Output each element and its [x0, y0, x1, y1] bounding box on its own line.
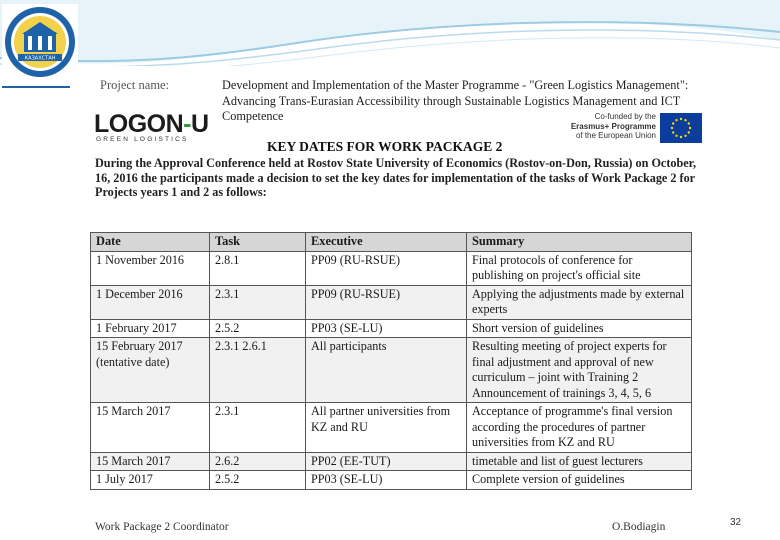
coordinator-name: O.Bodiagin	[612, 521, 666, 533]
cell-task: 2.6.2	[210, 452, 306, 471]
cell-executive: All participants	[306, 338, 467, 403]
cell-summary: Complete version of guidelines	[467, 471, 692, 490]
header-executive: Executive	[306, 233, 467, 252]
logo-subtitle: GREEN LOGISTICS	[96, 136, 189, 143]
cell-executive: All partner universities from KZ and RU	[306, 403, 467, 453]
table-row	[91, 403, 692, 453]
cell-task: 2.3.1 2.6.1	[210, 338, 306, 403]
header-task: Task	[210, 233, 306, 252]
table-row	[91, 338, 692, 403]
eu-flag-icon	[660, 113, 702, 143]
key-dates-heading: KEY DATES FOR WORK PACKAGE 2	[267, 139, 503, 154]
cell-date: 1 December 2016	[91, 285, 210, 319]
cell-task: 2.5.2	[210, 471, 306, 490]
project-label: Project name:	[100, 78, 170, 92]
cell-task: 2.3.1	[210, 285, 306, 319]
cell-task: 2.3.1	[210, 403, 306, 453]
logo-part2: U	[191, 110, 209, 138]
table-header-row	[91, 233, 692, 252]
erasmus-line1: Co-funded by the	[594, 112, 656, 121]
cell-executive: PP09 (RU-RSUE)	[306, 251, 467, 285]
table-row	[91, 471, 692, 490]
coordinator-label: Work Package 2 Coordinator	[95, 521, 229, 533]
logon-u-logo	[94, 110, 209, 139]
cell-summary: Final protocols of conference for publishing on project's official site	[467, 251, 692, 285]
logo-part1: LOGON	[94, 110, 184, 138]
cell-summary: Applying the adjustments made by external experts	[467, 285, 692, 319]
cell-executive: PP03 (SE-LU)	[306, 319, 467, 338]
university-seal-icon	[2, 4, 78, 88]
header-date: Date	[91, 233, 210, 252]
cell-summary: Resulting meeting of project experts for final adjustment and approval of new curriculum – joint with Training 2 Announcement of trainings 3, 4, 5, 6	[467, 338, 692, 403]
cell-date: 15 March 2017	[91, 452, 210, 471]
cell-date: 1 July 2017	[91, 471, 210, 490]
cell-summary: timetable and list of guest lecturers	[467, 452, 692, 471]
seal-text: КАЗАХСТАН	[24, 55, 56, 62]
cell-executive: PP09 (RU-RSUE)	[306, 285, 467, 319]
cell-task: 2.8.1	[210, 251, 306, 285]
logo-dash: -	[183, 110, 191, 138]
intro-paragraph: During the Approval Conference held at Rostov State University of Economics (Rostov-on-Don, Russia) on October, 16, 2016 the participants made a decision to set the key dates for implementation of the tasks of Work Package 2 for Projects years 1 and 2 as follows:	[95, 156, 697, 200]
project-title: Development and Implementation of the Master Programme - "Green Logistics Management": Advancing Trans-Eurasian Accessibility through Sustainable Logistics Management and ICT Competence	[222, 78, 689, 123]
cell-summary: Short version of guidelines	[467, 319, 692, 338]
cell-summary: Acceptance of programme's final version according the procedures of partner universities from KZ and RU	[467, 403, 692, 453]
erasmus-line3: of the European Union	[575, 131, 656, 140]
table-row	[91, 452, 692, 471]
header-summary: Summary	[467, 233, 692, 252]
page-number: 32	[730, 517, 742, 528]
key-dates-table	[90, 232, 692, 490]
cell-date: 1 November 2016	[91, 251, 210, 285]
erasmus-label	[556, 112, 656, 141]
cell-date: 15 March 2017	[91, 403, 210, 453]
table-row	[91, 285, 692, 319]
cell-date: 15 February 2017 (tentative date)	[91, 338, 210, 403]
cell-executive: PP02 (EE-TUT)	[306, 452, 467, 471]
table-row	[91, 319, 692, 338]
erasmus-line2: Erasmus+ Programme	[570, 121, 656, 131]
cell-date: 1 February 2017	[91, 319, 210, 338]
table-row	[91, 251, 692, 285]
cell-executive: PP03 (SE-LU)	[306, 471, 467, 490]
cell-task: 2.5.2	[210, 319, 306, 338]
